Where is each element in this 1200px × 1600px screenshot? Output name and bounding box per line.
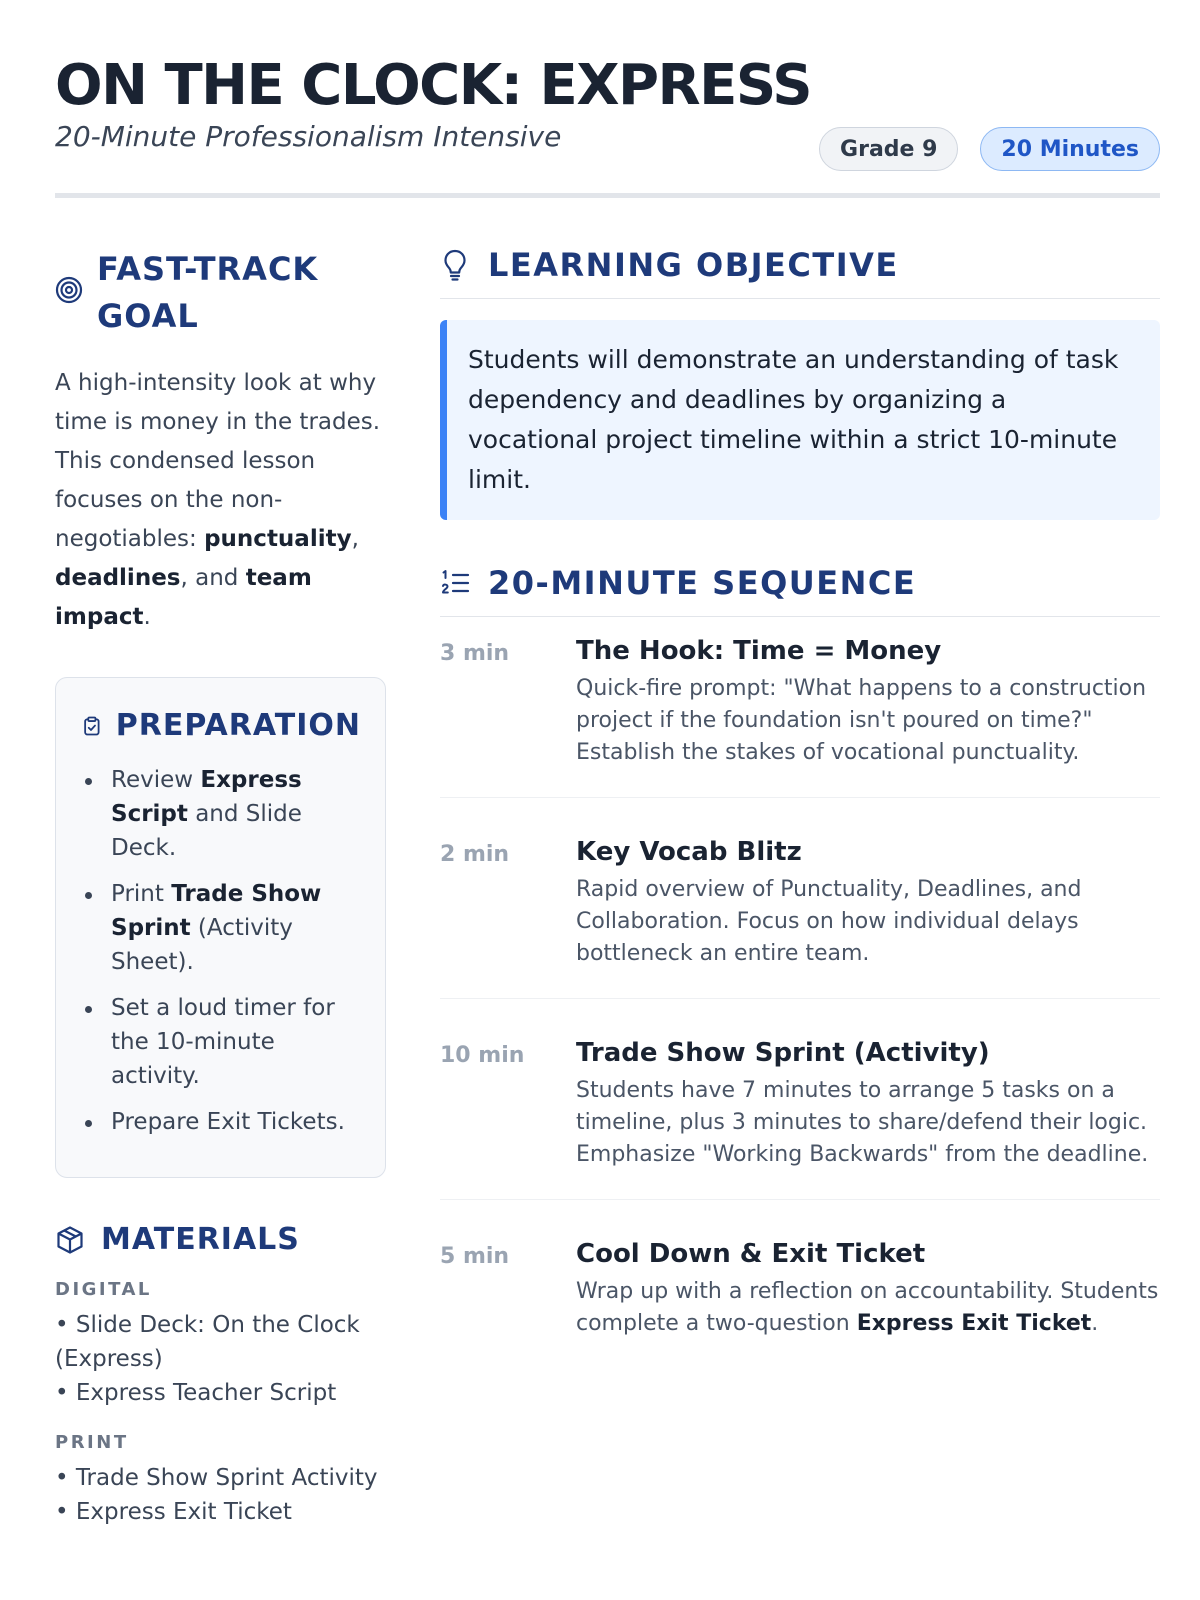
step-body xyxy=(576,633,1160,769)
materials-heading xyxy=(55,1222,390,1257)
lightbulb-icon xyxy=(440,248,470,282)
page-header xyxy=(55,50,1160,162)
step-description xyxy=(576,1276,1160,1340)
goal-title-line2: GOAL xyxy=(97,297,199,335)
step-duration: 5 min xyxy=(440,1244,510,1269)
step-description: Quick-fire prompt: "What happens to a construction project if the foundation isn't poured on time?" Establish the stakes of vocational punctuality. xyxy=(576,676,1147,765)
prep-bold: Trade Show Sprint xyxy=(111,881,322,941)
materials-print-list xyxy=(55,1461,390,1529)
sequence-step xyxy=(440,1035,1160,1200)
step-duration: 10 min xyxy=(440,1043,525,1068)
goal-bold-team-impact: team impact xyxy=(55,565,312,630)
goal-description xyxy=(55,364,390,637)
preparation-item xyxy=(82,877,361,979)
prep-text: Review xyxy=(111,767,201,793)
materials-print-label: PRINT xyxy=(55,1432,129,1453)
prep-text: Prepare Exit Tickets. xyxy=(111,1109,345,1135)
page-title: ON THE CLOCK: EXPRESS xyxy=(55,53,812,118)
materials-digital-list xyxy=(55,1308,390,1410)
prep-text: Print xyxy=(111,881,172,907)
step-title: The Hook: Time = Money xyxy=(576,636,942,666)
goal-heading xyxy=(55,246,390,340)
prep-text: (Activity Sheet). xyxy=(111,915,293,975)
step-body xyxy=(576,1236,1160,1340)
objective-heading xyxy=(440,246,1160,299)
goal-text-end: . xyxy=(143,604,151,630)
goal-bold-punctuality: punctuality xyxy=(204,526,352,552)
sequence-step xyxy=(440,1236,1160,1368)
prep-bold: Express Script xyxy=(111,767,302,827)
grade-badge: Grade 9 xyxy=(819,127,958,171)
header-divider xyxy=(55,193,1160,198)
materials-digital-label: DIGITAL xyxy=(55,1279,152,1300)
sequence-step xyxy=(440,834,1160,999)
sequence-section xyxy=(440,564,1160,1368)
materials-section xyxy=(55,1222,390,1529)
preparation-item xyxy=(82,991,361,1093)
step-duration: 2 min xyxy=(440,842,510,867)
goal-title xyxy=(97,246,318,340)
preparation-card xyxy=(55,677,386,1178)
objective-callout: Students will demonstrate an understanding of task dependency and deadlines by organizing a vocational project timeline within a strict 10-minute limit. xyxy=(440,320,1160,520)
step-body xyxy=(576,834,1160,970)
sequence-title: 20-MINUTE SEQUENCE xyxy=(488,564,917,602)
badge-group xyxy=(819,127,1160,171)
sequence-heading xyxy=(440,564,1160,617)
step-body xyxy=(576,1035,1160,1171)
step-description-bold: Express Exit Ticket xyxy=(856,1311,1092,1336)
step-description-text: Wrap up with a reflection on accountability. Students complete a two-question xyxy=(576,1279,1159,1336)
sequence-list xyxy=(440,633,1160,1368)
step-description-end: . xyxy=(1091,1311,1099,1336)
target-icon xyxy=(55,276,83,304)
step-title: Cool Down & Exit Ticket xyxy=(576,1239,926,1269)
materials-title: MATERIALS xyxy=(101,1222,300,1257)
goal-bold-deadlines: deadlines xyxy=(55,565,181,591)
material-item: • Express Exit Ticket xyxy=(55,1495,390,1529)
step-title: Trade Show Sprint (Activity) xyxy=(576,1038,990,1068)
clipboard-icon xyxy=(82,715,102,737)
goal-text-sep: , and xyxy=(180,565,246,591)
step-description: Students have 7 minutes to arrange 5 tasks on a timeline, plus 3 minutes to share/defend their logic. Emphasize "Working Backwards" from the deadline. xyxy=(576,1078,1149,1167)
step-title: Key Vocab Blitz xyxy=(576,837,802,867)
preparation-item xyxy=(82,1105,361,1139)
preparation-heading xyxy=(82,708,361,743)
numbered-list-icon xyxy=(440,566,470,600)
prep-text: and Slide Deck. xyxy=(111,801,302,861)
cube-icon xyxy=(55,1225,85,1255)
goal-text-part: A high-intensity look at why time is money in the trades. This condensed lesson focuses on the non-negotiables: xyxy=(55,370,381,552)
material-item: • Slide Deck: On the Clock (Express) xyxy=(55,1308,390,1376)
left-column xyxy=(55,246,390,1529)
duration-badge: 20 Minutes xyxy=(980,127,1160,171)
material-item: • Trade Show Sprint Activity xyxy=(55,1461,390,1495)
objective-title: LEARNING OBJECTIVE xyxy=(488,246,899,284)
sequence-step xyxy=(440,633,1160,798)
right-column xyxy=(440,246,1160,1404)
page-subtitle: 20-Minute Professionalism Intensive xyxy=(55,120,562,153)
preparation-list xyxy=(82,763,361,1139)
step-duration: 3 min xyxy=(440,641,510,666)
step-description: Rapid overview of Punctuality, Deadlines, and Collaboration. Focus on how individual delays bottleneck an entire team. xyxy=(576,877,1082,966)
goal-text-sep: , xyxy=(351,526,359,552)
goal-title-line1: FAST-TRACK xyxy=(97,250,319,288)
preparation-title: PREPARATION xyxy=(115,708,361,743)
material-item: • Express Teacher Script xyxy=(55,1376,390,1410)
prep-text: Set a loud timer for the 10-minute activity. xyxy=(111,995,335,1089)
preparation-item xyxy=(82,763,361,865)
